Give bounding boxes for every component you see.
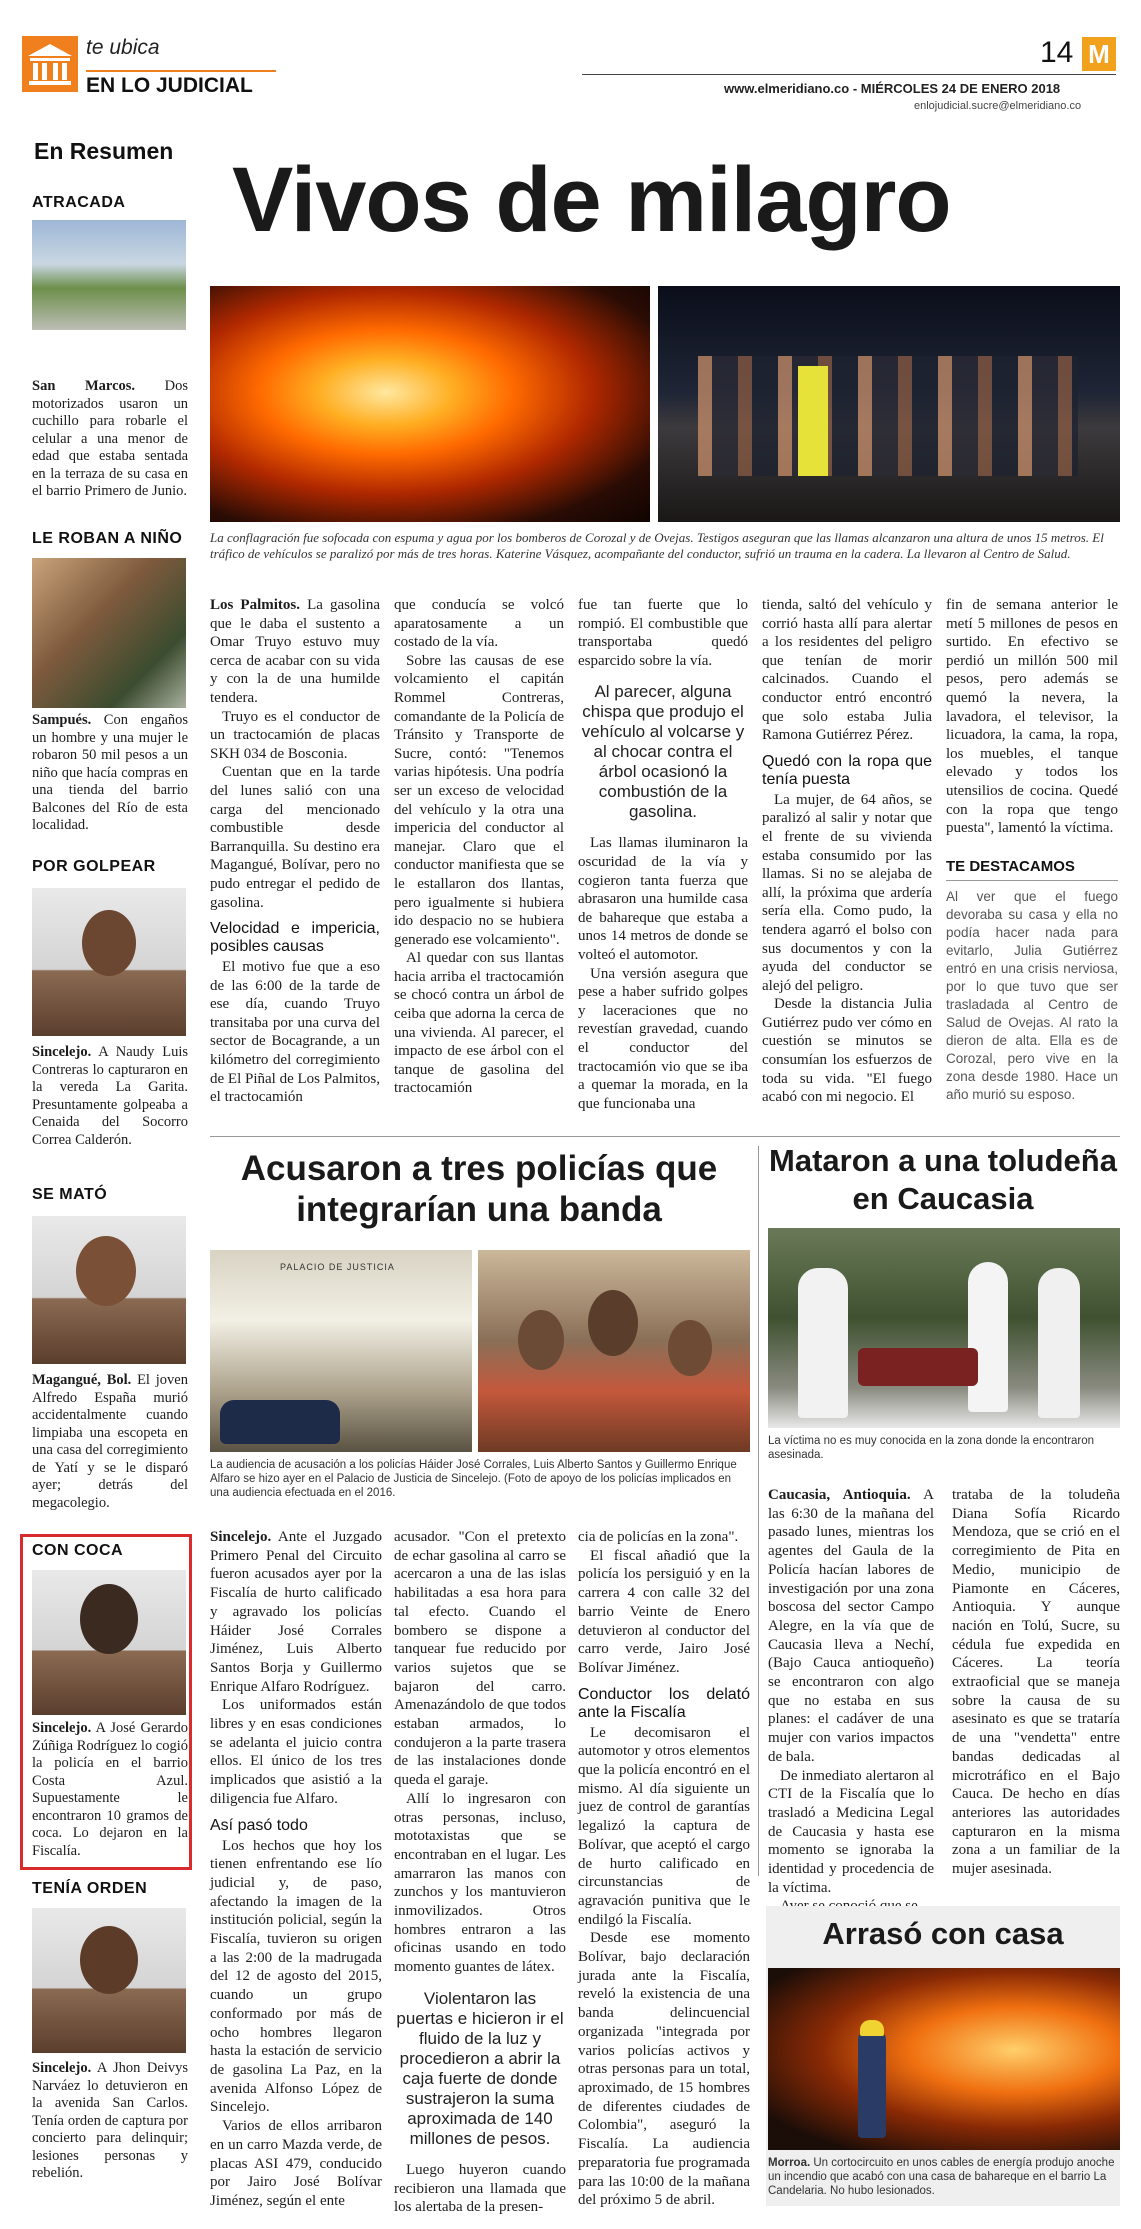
paragraph: Una versión asegura que pese a haber sufrido golpes y laceraciones que no revestían gravedad, cuando el conductor del tractocamión vio que se iba a quemar la morada, en la que funcionaba una	[578, 965, 748, 1112]
main-column-3	[578, 596, 748, 1113]
section-label-small: te ubica	[86, 36, 160, 59]
subheading: Quedó con la ropa que tenía puesta	[762, 752, 932, 788]
highlight-box-text: Al ver que el fuego devoraba su casa y ella no podía hacer nada para evitarlo, Julia Gutiérrez entró en una crisis nerviosa, por lo que tuvo que ser trasladada al Centro de Salud de Ovejas. Al rato la dieron de alta. Ella es de Corozal, pero vive en la zona desde 1980. Hace un año murió su esposo.	[946, 889, 1118, 1102]
paragraph: fue tan fuerte que lo rompió. El combustible que transportaba quedó esparcido sobre la vía.	[578, 597, 748, 669]
section-divider	[210, 1136, 1120, 1137]
paragraph: La mujer, de 64 años, se paralizó al salir y notar que el frente de su vivienda estaba consumido por las llamas. Si no se alejaba de allí, la próxima que ardería sería ella. Como pudo, la tendera agarró el bolso con sus documentos y con la ayuda del conductor se alejó del peligro.	[762, 791, 932, 994]
main-column-1	[210, 596, 380, 1107]
paragraph: fin de semana anterior le metí 5 millones de pesos en surtido. En efectivo se perdió un millón 500 mil pesos, pero además se quemó la nevera, la lavadora, el televisor, la licuadora, la cama, la ropa, los muebles, el tanque elevado y todos los utensilios de cocina. Quedé con la ropa que tengo puesta", lamentó la víctima.	[946, 597, 1118, 837]
story2-column-3	[578, 1528, 750, 2210]
paragraph: Sobre las causas de ese volcamiento el capitán Rommel Contreras, comandante de la Policía de Tránsito y Transporte de Sucre, contó: "Tenemos varias hipótesis. Una podría ser un exceso de velocidad del vehículo y la otra una impericia del conductor al manejar. Claro que el conductor manifiesta que se le estallaron dos llantas, pero igualmente si hubiera ido despacio no se hubiera generado ese volcamiento".	[394, 652, 564, 948]
main-column-5	[946, 596, 1118, 838]
paragraph: El fiscal añadió que la policía los persiguió y en la carrera 4 con calle 32 del barrio Veinte de Enero detuvieron al conductor del carro verde, Jairo José Bolívar Jiménez.	[578, 1547, 750, 1676]
sidebar-item-body: Dos motorizados usaron un cuchillo para robarle el celular a una menor de edad que estaba sentada en la terraza de su casa en el barrio Primero de Junio.	[32, 378, 188, 499]
column-divider	[758, 1146, 759, 1876]
paragraph: Al quedar con sus llantas hacia arriba el tractocamión se chocó contra un árbol de ceiba que adorna la cerca de una vivienda. Al parecer, el impacto de ese árbol con el tanque de gasolina del tractocamión	[394, 950, 564, 1097]
paragraph: La gasolina que le daba el sustento a Omar Truyo estuvo muy cerca de acabar con su vida y con la de una humilde tendera.	[210, 597, 381, 706]
paragraph: Cuentan que en la tarde del lunes salió con una carga del mencionado combustible desde Barranquilla. Su destino era Magangué, Bolívar, pero no pudo entregar el pedido de gasolina.	[210, 764, 380, 911]
paragraph: De inmediato alertaron al CTI de la Fiscalía que lo trasladó a Medicina Legal de Caucasia y hasta ese momento se ignoraba la identidad y procedencia de la víctima.	[768, 1767, 934, 1896]
section-logo	[22, 36, 78, 92]
caption-body: Un cortocircuito en unos cables de energía produjo anoche un incendio que acabó con una casa de bahareque en el barrio La Candelaria. No hubo lesionados.	[768, 2157, 1115, 2197]
paragraph: Los hechos que hoy los tienen enfrentando ese lío judicial y, de paso, afectando la imagen de la institución policial, según la Fiscalía, tuvieron su origen a las 2:00 de la madrugada del 12 de agosto del 2015, cuando un grupo conformado por más de ocho hombres llegaron hasta la estación de servicio de gasolina La Paz, en la avenida Alfonso López de Sincelejo.	[210, 1837, 382, 2116]
paragraph: A las 6:30 de la mañana del pasado lunes, mientras los agentes del Gaula de la Policía hacían labores de investigación por una zona boscosa del sector Campo Alegre, en la vía que de Caucasia lleva a Nechí, (Bajo Cauca antioqueño) se encontraron con algo que no estaba en sus planes: el cadáver de una mujer con varios impactos de bala.	[768, 1487, 934, 1765]
sidebar-item-text	[32, 2060, 188, 2183]
dateline: Caucasia, Antioquia.	[768, 1487, 911, 1503]
paragraph: cia de policías en la zona".	[578, 1529, 739, 1545]
house-fire-photo	[768, 1968, 1120, 2150]
date-line: www.elmeridiano.co - MIÉRCOLES 24 DE ENERO 2018	[724, 81, 1061, 96]
sidebar-item-place: Sincelejo.	[32, 1720, 92, 1736]
dateline: Morroa.	[768, 2157, 811, 2169]
sidebar-item-place: Sampués.	[32, 712, 92, 728]
sidebar-item-body: El joven Alfredo España murió accidentalmente cuando limpiaba una escopeta en una casa del corregimiento de Yatí y se le disparó ayer; detrás del megacolegio.	[32, 1372, 188, 1511]
story2-caption: La audiencia de acusación a los policías Háider José Corrales, Luis Alberto Santos y Guillermo Enrique Alfaro se hizo ayer en el Palacio de Justicia de Sincelejo. (Foto de apoyo de los policías implicados en una audiencia efectuada en el 2016.	[210, 1459, 737, 1499]
fire-photo	[210, 286, 650, 522]
sidebar-item-text	[32, 712, 188, 835]
sidebar-item-place: Sincelejo.	[32, 1044, 92, 1060]
paragraph: Allí lo ingresaron con otras personas, incluso, mototaxistas que se encontraban en el lugar. Les amarraron las manos con zunchos y los mantuvieron inmovilizados. Otros hombres entraron a las oficinas usando en todo momento guantes de látex.	[394, 1790, 566, 1976]
subheading: Conductor los delató ante la Fiscalía	[578, 1685, 750, 1721]
sidebar-photo-shop	[32, 558, 186, 708]
sidebar-heading: ATRACADA	[32, 194, 126, 211]
section-underline	[86, 70, 276, 72]
hearing-photo	[478, 1250, 750, 1452]
box-rule	[946, 880, 1118, 881]
sidebar-photo-mugshot	[32, 888, 186, 1036]
subheading: Velocidad e impericia, posibles causas	[210, 920, 380, 956]
sidebar-photo-street	[32, 220, 186, 330]
sidebar-item-text	[32, 1044, 188, 1149]
sidebar-photo-mugshot	[32, 1570, 186, 1715]
sidebar-item-place: Sincelejo.	[32, 2060, 92, 2076]
sidebar-heading: SE MATÓ	[32, 1186, 108, 1203]
story3-headline: Mataron a una toludeña en Caucasia	[769, 1143, 1117, 1216]
main-photo-caption: La conflagración fue sofocada con espuma y agua por los bomberos de Corozal y de Ovejas. Testigos aseguran que las llamas alcanzaron una altura de unos 15 metros. El tráfico de vehículos se paralizó por más de tres horas. Katerine Vásquez, acompañante del conductor, sufrió un trauma en la cadera. La llevaron al Centro de Salud.	[210, 530, 1104, 561]
paragraph: Desde la distancia Julia Gutiérrez pudo ver cómo en cuestión se minutos se consumían los esfuerzos de toda su vida. "El fuego acabó con mi negocio. El	[762, 996, 932, 1106]
story2-column-1	[210, 1528, 382, 2211]
sidebar	[26, 138, 192, 2198]
story3-column-1	[768, 1486, 934, 1916]
section-label-big: EN LO JUDICIAL	[86, 74, 253, 97]
header-rule	[582, 74, 1116, 75]
dateline: Los Palmitos.	[210, 597, 301, 613]
sidebar-heading: LE ROBAN A NIÑO	[32, 530, 183, 547]
paragraph: Desde ese momento Bolívar, bajo declaración jurada ante la Fiscalía, reveló la existencia de una banda delincuencial organizada "integrada por varios policías activos y otras personas para un total, aproximado, de 15 hombres de diferentes ciudades de Colombia", aseguró la Fiscalía. La audiencia preparatoria fue programada para las 10:00 de la mañana del próximo 5 de abril.	[578, 1930, 750, 2209]
sidebar-item-body: A Jhon Deivys Narváez lo detuvieron en la avenida San Carlos. Tenía orden de captura por concierto para delinquir; lesiones personas y rebelión.	[32, 2060, 188, 2181]
sidebar-photo-victim	[32, 1216, 186, 1364]
story3-caption: La víctima no es muy conocida en la zona donde la encontraron asesinada.	[768, 1435, 1095, 1461]
sidebar-item-text	[32, 378, 188, 501]
sidebar-item-body: A José Gerardo Zúñiga Rodríguez lo cogió la policía en el barrio Costa Azul. Supuestamente le encontraron 10 gramos de coca. Lo dejaron en la Fiscalía.	[32, 1720, 188, 1859]
crime-scene-photo	[768, 1228, 1120, 1428]
subheading: Así pasó todo	[210, 1816, 308, 1834]
paragraph: trataba de la toludeña Diana Sofía Ricardo Mendoza, que se crió en el corregimiento de Pita en Medio, municipio de Piamonte en Cáceres, Antioquia. Y aunque nación en Tolú, Sucre, su cédula fue expedida en Cáceres. La teoría extraoficial que se maneja sobre la causa de su asesinato es que se trataría de una "vendetta" entre bandas dedicadas al microtráfico en el Bajo Cauca. De hecho en días anteriores las autoridades capturaron en la misma zona a un familiar de la mujer asesinada.	[952, 1487, 1120, 1878]
sidebar-item-text	[32, 1372, 188, 1512]
story4-headline: Arrasó con casa	[822, 1916, 1064, 1951]
sidebar-item-place: Magangué, Bol.	[32, 1372, 132, 1388]
sidebar-item-body: Con engaños un hombre y una mujer le robaron 50 mil pesos a un niño que hacía compras en una tienda del barrio Balcones del Río de esta localidad.	[32, 712, 188, 833]
sidebar-photo-mugshot	[32, 1908, 186, 2053]
story3-column-2	[952, 1486, 1120, 1879]
paragraph: Las llamas iluminaron la oscuridad de la vía y cogieron tanta fuerza que abrasaron una humilde casa de bahareque que estaba a unos 14 metros de donde se volteó el automotor.	[578, 835, 748, 963]
paragraph: Ante el Juzgado Primero Penal del Circuito fueron acusados ayer por la Fiscalía de hurto calificado y agravado los policías Háider José Corrales Jiménez, Luis Alberto Santos Borja y Guillermo Enrique Alfaro Rodríguez.	[210, 1529, 382, 1695]
paragraph: acusador. "Con el pretexto de echar gasolina al carro se acercaron a una de las islas habilitadas a esa hora para tal efecto. Cuando el bombero se dispone a tanquear fue reducido por varios sujetos que se bajaron del carro. Amenazándolo de que todos estaban armados, lo condujeron a la parte trasera de las instalaciones donde queda el garaje.	[394, 1529, 566, 1789]
paragraph: Varios de ellos arribaron en un carro Mazda verde, de placas ASI 479, conducido por Jairo José Bolívar Jiménez, según el ente	[210, 2118, 382, 2209]
story2-headline: Acusaron a tres policías que integrarían una banda	[240, 1149, 718, 1229]
main-column-2	[394, 596, 564, 1098]
paragraph: Luego huyeron cuando recibieron una llamada que los alertaba de la presen-	[394, 2161, 566, 2216]
sidebar-title: En Resumen	[34, 138, 174, 164]
crowd-photo	[658, 286, 1120, 522]
main-headline: Vivos de milagro	[232, 149, 951, 251]
paragraph: Truyo es el conductor de un tractocamión de placas SKH 034 de Bosconia.	[210, 708, 380, 762]
sidebar-heading: POR GOLPEAR	[32, 858, 156, 875]
sidebar-heading: TENÍA ORDEN	[32, 1880, 148, 1897]
story2-column-2	[394, 1528, 566, 2217]
brand-logo: M	[1082, 37, 1116, 71]
pull-quote: Al parecer, alguna chispa que produjo el vehículo al volcarse y al chocar contra el árbol ocasionó la combustión de la gasolina.	[581, 682, 745, 822]
paragraph: tienda, saltó del vehículo y corrió hasta allí para alertar a los residentes del peligro que tenían de morir calcinados. Cuando el conductor entró encontró que solo estaba Julia Ramona Gutiérrez Pérez.	[762, 597, 932, 744]
page-number: 14	[1040, 36, 1074, 69]
pull-quote: Violentaron las puertas e hicieron ir el fluido de la luz y procedieron a abrir la caja fuerte de donde sustrajeron la suma aproximada de 140 millones de pesos.	[396, 1988, 564, 2148]
paragraph: El motivo fue que a eso de las 6:00 de la tarde de ese día, cuando Truyo transitaba por una curva del sector de Bocagrande, a un kilómetro del corregimiento de El Piñal de Los Palmitos, el tractocamión	[210, 959, 380, 1106]
courthouse-sign: PALACIO DE JUSTICIA	[280, 1262, 395, 1272]
courthouse-photo	[210, 1250, 472, 1452]
paragraph: Le decomisaron el automotor y otros elementos que la policía encontró en el mismo. Al día siguiente un juez de control de garantías legalizó la captura de Bolívar, que aceptó el cargo de hurto calificado en circunstancias de agravación punitiva que le endilgó la Fiscalía.	[578, 1724, 750, 1928]
highlight-box-title: TE DESTACAMOS	[946, 858, 1075, 875]
section-email: enlojudicial.sucre@elmeridiano.co	[914, 100, 1082, 112]
sidebar-item-text	[32, 1720, 188, 1860]
sidebar-item-body: A Naudy Luis Contreras lo capturaron en la vereda La Garita. Presuntamente golpeaba a Cenaida del Socorro Correa Calderón.	[32, 1044, 188, 1148]
main-column-4	[762, 596, 932, 1107]
paragraph: que conducía se volcó aparatosamente a un costado de la vía.	[394, 597, 564, 651]
dateline: Sincelejo.	[210, 1529, 272, 1545]
sidebar-heading: CON COCA	[32, 1542, 124, 1559]
paragraph: Los uniformados están libres y en esas condiciones se adelanta el juicio contra ellos. El único de los tres implicados que asistió a la diligencia fue Alfaro.	[210, 1697, 382, 1807]
story4-caption	[768, 2156, 1120, 2198]
courthouse-icon	[22, 36, 78, 92]
sidebar-item-place: San Marcos.	[32, 378, 136, 394]
